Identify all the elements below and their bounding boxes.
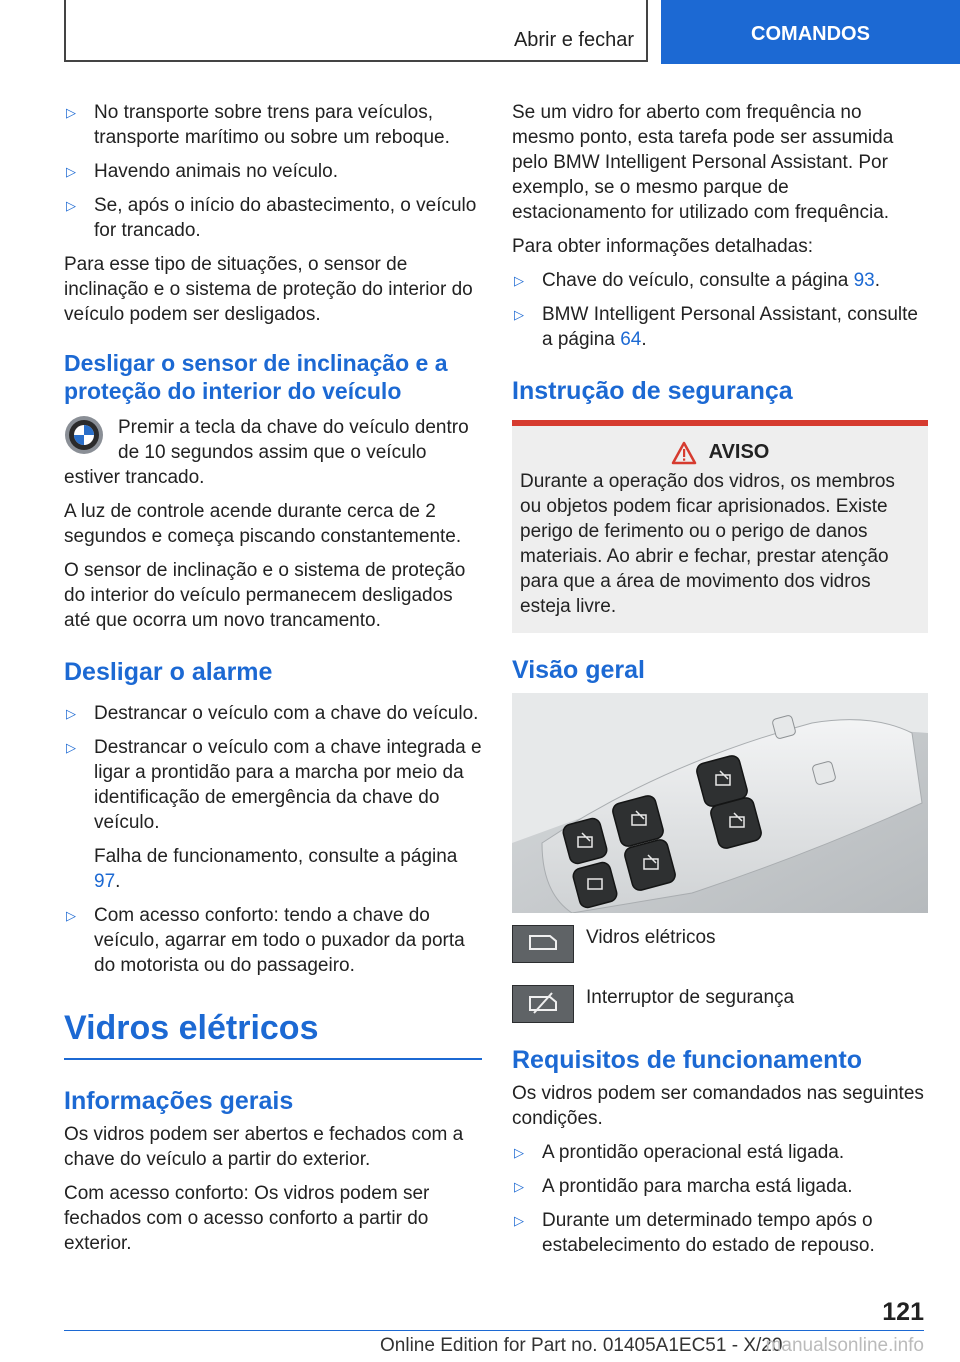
edition-note: Online Edition for Part no. 01405A1EC51 - X/20 xyxy=(380,1335,783,1356)
footer-divider xyxy=(64,1330,924,1331)
header-chapter-tab: COMANDOS xyxy=(661,0,960,64)
warning-box xyxy=(512,420,928,633)
heading-alarm: Desligar o alarme xyxy=(64,658,273,686)
right-column xyxy=(512,100,928,1267)
chapter-heading-windows: Vidros elétricos xyxy=(64,1008,482,1060)
reference-list xyxy=(512,268,928,352)
legend-item xyxy=(512,925,928,963)
paragraph-key-instruction: Premir a tecla da chave do veículo dentro de 10 segundos assim que o veículo estiver trancado. xyxy=(64,417,469,488)
triangle-bullet-icon: ▷ xyxy=(514,1213,524,1228)
heading-requirements: Requisitos de funcionamento xyxy=(512,1046,863,1074)
page-link[interactable]: 93 xyxy=(853,270,875,291)
left-column xyxy=(64,100,482,1265)
triangle-bullet-icon: ▷ xyxy=(66,908,76,923)
warning-title: AVISO xyxy=(520,440,920,465)
triangle-bullet-icon: ▷ xyxy=(66,164,76,179)
list-item: ▷ Destrancar o veículo com a chave do veículo. xyxy=(66,703,479,724)
triangle-bullet-icon: ▷ xyxy=(66,740,76,755)
heading-inclination: Desligar o sensor de inclinação e a proteção do interior do veículo xyxy=(64,350,448,404)
warning-text: Durante a operação dos vidros, os membros ou objetos podem ficar aprisionados. Existe perigo de ferimento ou o perigo de danos materiais. Ao abrir e fechar, prestar atenção para que a área de movimento dos vidros esteja livre. xyxy=(520,471,895,617)
transport-list xyxy=(64,100,482,243)
list-item: ▷ Se, após o início do abastecimento, o veículo for trancado. xyxy=(66,195,477,241)
warning-triangle-icon xyxy=(671,441,697,465)
watermark: manualsonline.info xyxy=(765,1335,924,1356)
triangle-bullet-icon: ▷ xyxy=(66,105,76,120)
triangle-bullet-icon: ▷ xyxy=(514,1179,524,1194)
paragraph: Com acesso conforto: Os vidros podem ser fechados com o acesso conforto a partir do exterior. xyxy=(64,1183,430,1254)
paragraph: Se um vidro for aberto com frequência no mesmo ponto, esta tarefa pode ser assumida pelo BMW Intelligent Personal Assistant. Por exemplo, se o mesmo parque de estacionamento for utilizado com frequência. xyxy=(512,102,894,223)
page-link[interactable]: 64 xyxy=(620,329,642,350)
list-item: ▷ Destrancar o veículo com a chave integrada e ligar a prontidão para a marcha por meio da identificação de emergência da chave do veículo. Falha de funcionamento, consulte a página 97. xyxy=(66,737,482,892)
legend-item xyxy=(512,985,928,1023)
heading-safety: Instrução de segurança xyxy=(512,377,793,405)
triangle-bullet-icon: ▷ xyxy=(66,706,76,721)
page-reference: Falha de funcionamento, consulte a página 97. xyxy=(94,846,458,892)
triangle-bullet-icon: ▷ xyxy=(514,307,524,322)
alarm-list xyxy=(64,701,482,978)
page-number: 121 xyxy=(882,1298,924,1326)
heading-general-info: Informações gerais xyxy=(64,1087,294,1115)
heading-overview: Visão geral xyxy=(512,656,645,684)
triangle-bullet-icon: ▷ xyxy=(514,273,524,288)
paragraph: Para obter informações detalhadas: xyxy=(512,236,814,257)
triangle-bullet-icon: ▷ xyxy=(66,198,76,213)
page-link[interactable]: 97 xyxy=(94,871,116,892)
list-item: ▷ A prontidão operacional está ligada. xyxy=(514,1142,845,1163)
window-switches-photo xyxy=(512,693,928,913)
safety-switch-icon xyxy=(512,985,574,1023)
header-section-title: Abrir e fechar xyxy=(513,29,634,51)
list-item: ▷ No transporte sobre trens para veículos, transporte marítimo ou sobre um reboque. xyxy=(66,102,450,148)
legend-label: Vidros elétricos xyxy=(586,927,716,948)
window-switch-icon xyxy=(512,925,574,963)
bmw-key-button-icon xyxy=(64,415,104,455)
list-item: ▷ Chave do veículo, consulte a página 93. xyxy=(514,270,881,291)
paragraph: O sensor de inclinação e o sistema de proteção do interior do veículo permanecem desligados até que ocorra um novo trancamento. xyxy=(64,560,466,631)
paragraph: Os vidros podem ser abertos e fechados com a chave do veículo a partir do exterior. xyxy=(64,1124,464,1170)
triangle-bullet-icon: ▷ xyxy=(514,1145,524,1160)
legend-label: Interruptor de segurança xyxy=(586,987,795,1008)
requirements-list xyxy=(512,1140,928,1258)
list-item: ▷ Durante um determinado tempo após o estabelecimento do estado de repouso. xyxy=(514,1210,875,1256)
list-item: ▷ Havendo animais no veículo. xyxy=(66,161,338,182)
paragraph: Os vidros podem ser comandados nas seguintes condições. xyxy=(512,1083,924,1129)
paragraph: A luz de controle acende durante cerca de 2 segundos e começa piscando constantemente. xyxy=(64,501,462,547)
list-item: ▷ BMW Intelligent Personal Assistant, consulte a página 64. xyxy=(514,304,918,350)
paragraph: Para esse tipo de situações, o sensor de inclinação e o sistema de proteção do interior do veículo podem ser desligados. xyxy=(64,254,473,325)
list-item: ▷ A prontidão para marcha está ligada. xyxy=(514,1176,853,1197)
list-item: ▷ Com acesso conforto: tendo a chave do veículo, agarrar em todo o puxador da porta do motorista ou do passageiro. xyxy=(66,905,465,976)
